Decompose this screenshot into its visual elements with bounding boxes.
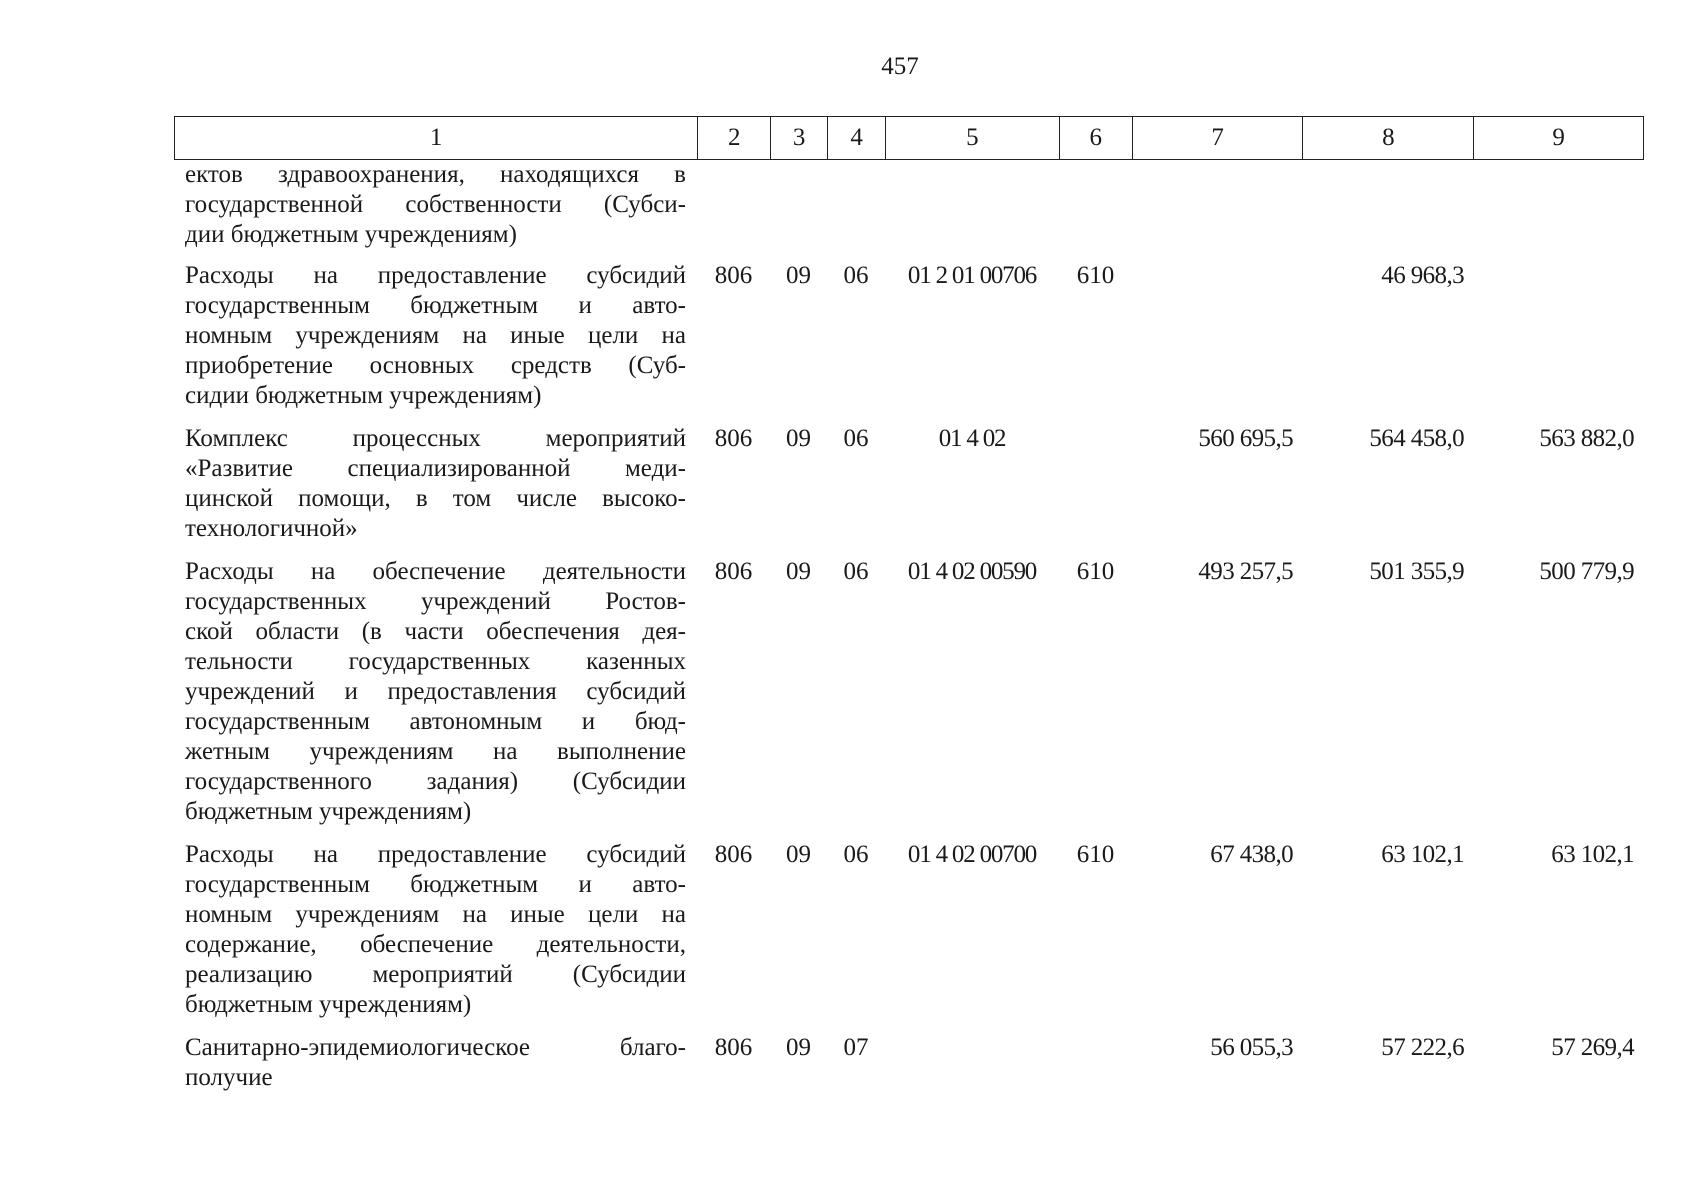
cell-col-2: 806: [714, 262, 753, 289]
cell-col-9: 563 882,0: [1539, 425, 1634, 452]
description-line: содержание, обеспечение деятельности,: [185, 931, 686, 958]
cell-col-9: 500 779,9: [1539, 558, 1634, 585]
cell-col-2: 806: [714, 425, 753, 452]
cell-col-3: [770, 160, 827, 250]
cell-col-8: 57 222,6: [1381, 1034, 1464, 1061]
table-row: [174, 424, 1644, 544]
cell-col-6: 610: [1076, 841, 1115, 868]
description-line: номным учреждениям на иные цели на: [185, 901, 686, 928]
description-line: ектов здравоохранения, находящихся в: [185, 161, 686, 188]
header-col-6: 6: [1059, 117, 1132, 159]
header-col-2: 2: [697, 117, 770, 159]
description-line: бюджетным учреждениям): [185, 798, 472, 825]
description-line: бюджетным учреждениям): [185, 991, 472, 1018]
cell-col-8: 564 458,0: [1369, 425, 1464, 452]
row-description: [174, 261, 697, 411]
table-row: [174, 557, 1644, 827]
cell-col-7: 56 055,3: [1210, 1034, 1293, 1061]
cell-col-2: 806: [714, 558, 753, 585]
row-description: [174, 840, 697, 1020]
cell-col-6: [1059, 424, 1132, 544]
description-line: Расходы на обеспечение деятельности: [185, 558, 686, 585]
page-number: 457: [881, 53, 919, 80]
cell-col-6: [1059, 160, 1132, 250]
cell-col-8: [1303, 160, 1474, 250]
table-row: [174, 261, 1644, 411]
cell-col-5: 01 4 02 00590: [907, 558, 1037, 585]
description-line: государственной собственности (Субси-: [185, 191, 686, 218]
cell-col-4: [827, 160, 885, 250]
cell-col-4: 06: [843, 841, 869, 868]
row-description: [174, 160, 697, 250]
budget-table: [174, 116, 1644, 1106]
description-line: дии бюджетным учреждениям): [185, 221, 517, 248]
cell-col-6: 610: [1076, 262, 1115, 289]
cell-col-6: 610: [1076, 558, 1115, 585]
description-line: цинской помощи, в том числе высоко-: [185, 485, 686, 512]
header-col-3: 3: [770, 117, 827, 159]
cell-col-7: 560 695,5: [1198, 425, 1293, 452]
header-col-9: 9: [1473, 117, 1643, 159]
cell-col-4: 06: [843, 558, 869, 585]
description-line: Комплекс процессных мероприятий: [185, 425, 686, 452]
cell-col-3: 09: [786, 841, 811, 868]
table-row: [174, 160, 1644, 250]
table-header: [174, 116, 1644, 160]
description-line: технологичной»: [185, 515, 358, 542]
cell-col-4: 06: [843, 425, 869, 452]
cell-col-5: [885, 160, 1059, 250]
description-line: Расходы на предоставление субсидий: [185, 841, 686, 868]
cell-col-8: 501 355,9: [1369, 558, 1464, 585]
cell-col-9: [1474, 160, 1644, 250]
description-line: государственным бюджетным и авто-: [185, 871, 686, 898]
table-row: [174, 1033, 1644, 1093]
description-line: ской области (в части обеспечения дея-: [185, 618, 686, 645]
cell-col-4: 06: [843, 262, 869, 289]
table-row: [174, 840, 1644, 1020]
row-description: [174, 557, 697, 827]
cell-col-7: [1132, 261, 1303, 411]
description-line: учреждений и предоставления субсидий: [185, 678, 686, 705]
description-line: государственным автономным и бюд-: [185, 708, 686, 735]
cell-col-7: [1132, 160, 1303, 250]
header-col-8: 8: [1302, 117, 1473, 159]
cell-col-2: 806: [714, 841, 753, 868]
cell-col-7: 493 257,5: [1198, 558, 1293, 585]
cell-col-9: 57 269,4: [1551, 1034, 1634, 1061]
header-col-7: 7: [1132, 117, 1303, 159]
cell-col-9: [1474, 261, 1644, 411]
description-line: приобретение основных средств (Суб-: [185, 352, 686, 379]
description-line: сидии бюджетным учреждениям): [185, 382, 542, 409]
cell-col-3: 09: [786, 1034, 811, 1061]
cell-col-6: [1059, 1033, 1132, 1093]
cell-col-5: [885, 1033, 1059, 1093]
cell-col-5: 01 2 01 00706: [907, 262, 1037, 289]
description-line: получие: [185, 1064, 273, 1091]
cell-col-2: [697, 160, 770, 250]
header-col-5: 5: [885, 117, 1059, 159]
row-description: [174, 1033, 697, 1093]
cell-col-2: 806: [714, 1034, 753, 1061]
description-line: государственного задания) (Субсидии: [185, 768, 686, 795]
cell-col-3: 09: [786, 425, 811, 452]
cell-col-8: 46 968,3: [1381, 262, 1464, 289]
description-line: «Развитие специализированной меди-: [185, 455, 686, 482]
description-line: номным учреждениям на иные цели на: [185, 322, 686, 349]
description-line: Санитарно-эпидемиологическое благо-: [185, 1034, 686, 1061]
description-line: государственных учреждений Ростов-: [185, 588, 686, 615]
header-col-4: 4: [827, 117, 885, 159]
cell-col-3: 09: [786, 558, 811, 585]
description-line: государственным бюджетным и авто-: [185, 292, 686, 319]
cell-col-5: 01 4 02: [938, 425, 1006, 452]
description-line: тельности государственных казенных: [185, 648, 686, 675]
cell-col-4: 07: [843, 1034, 869, 1061]
cell-col-3: 09: [786, 262, 811, 289]
description-line: Расходы на предоставление субсидий: [185, 262, 686, 289]
description-line: реализацию мероприятий (Субсидии: [185, 961, 686, 988]
cell-col-8: 63 102,1: [1381, 841, 1464, 868]
row-description: [174, 424, 697, 544]
cell-col-9: 63 102,1: [1551, 841, 1634, 868]
cell-col-5: 01 4 02 00700: [907, 841, 1037, 868]
cell-col-7: 67 438,0: [1210, 841, 1293, 868]
header-col-1: 1: [429, 124, 443, 151]
description-line: жетным учреждениям на выполнение: [185, 738, 686, 765]
